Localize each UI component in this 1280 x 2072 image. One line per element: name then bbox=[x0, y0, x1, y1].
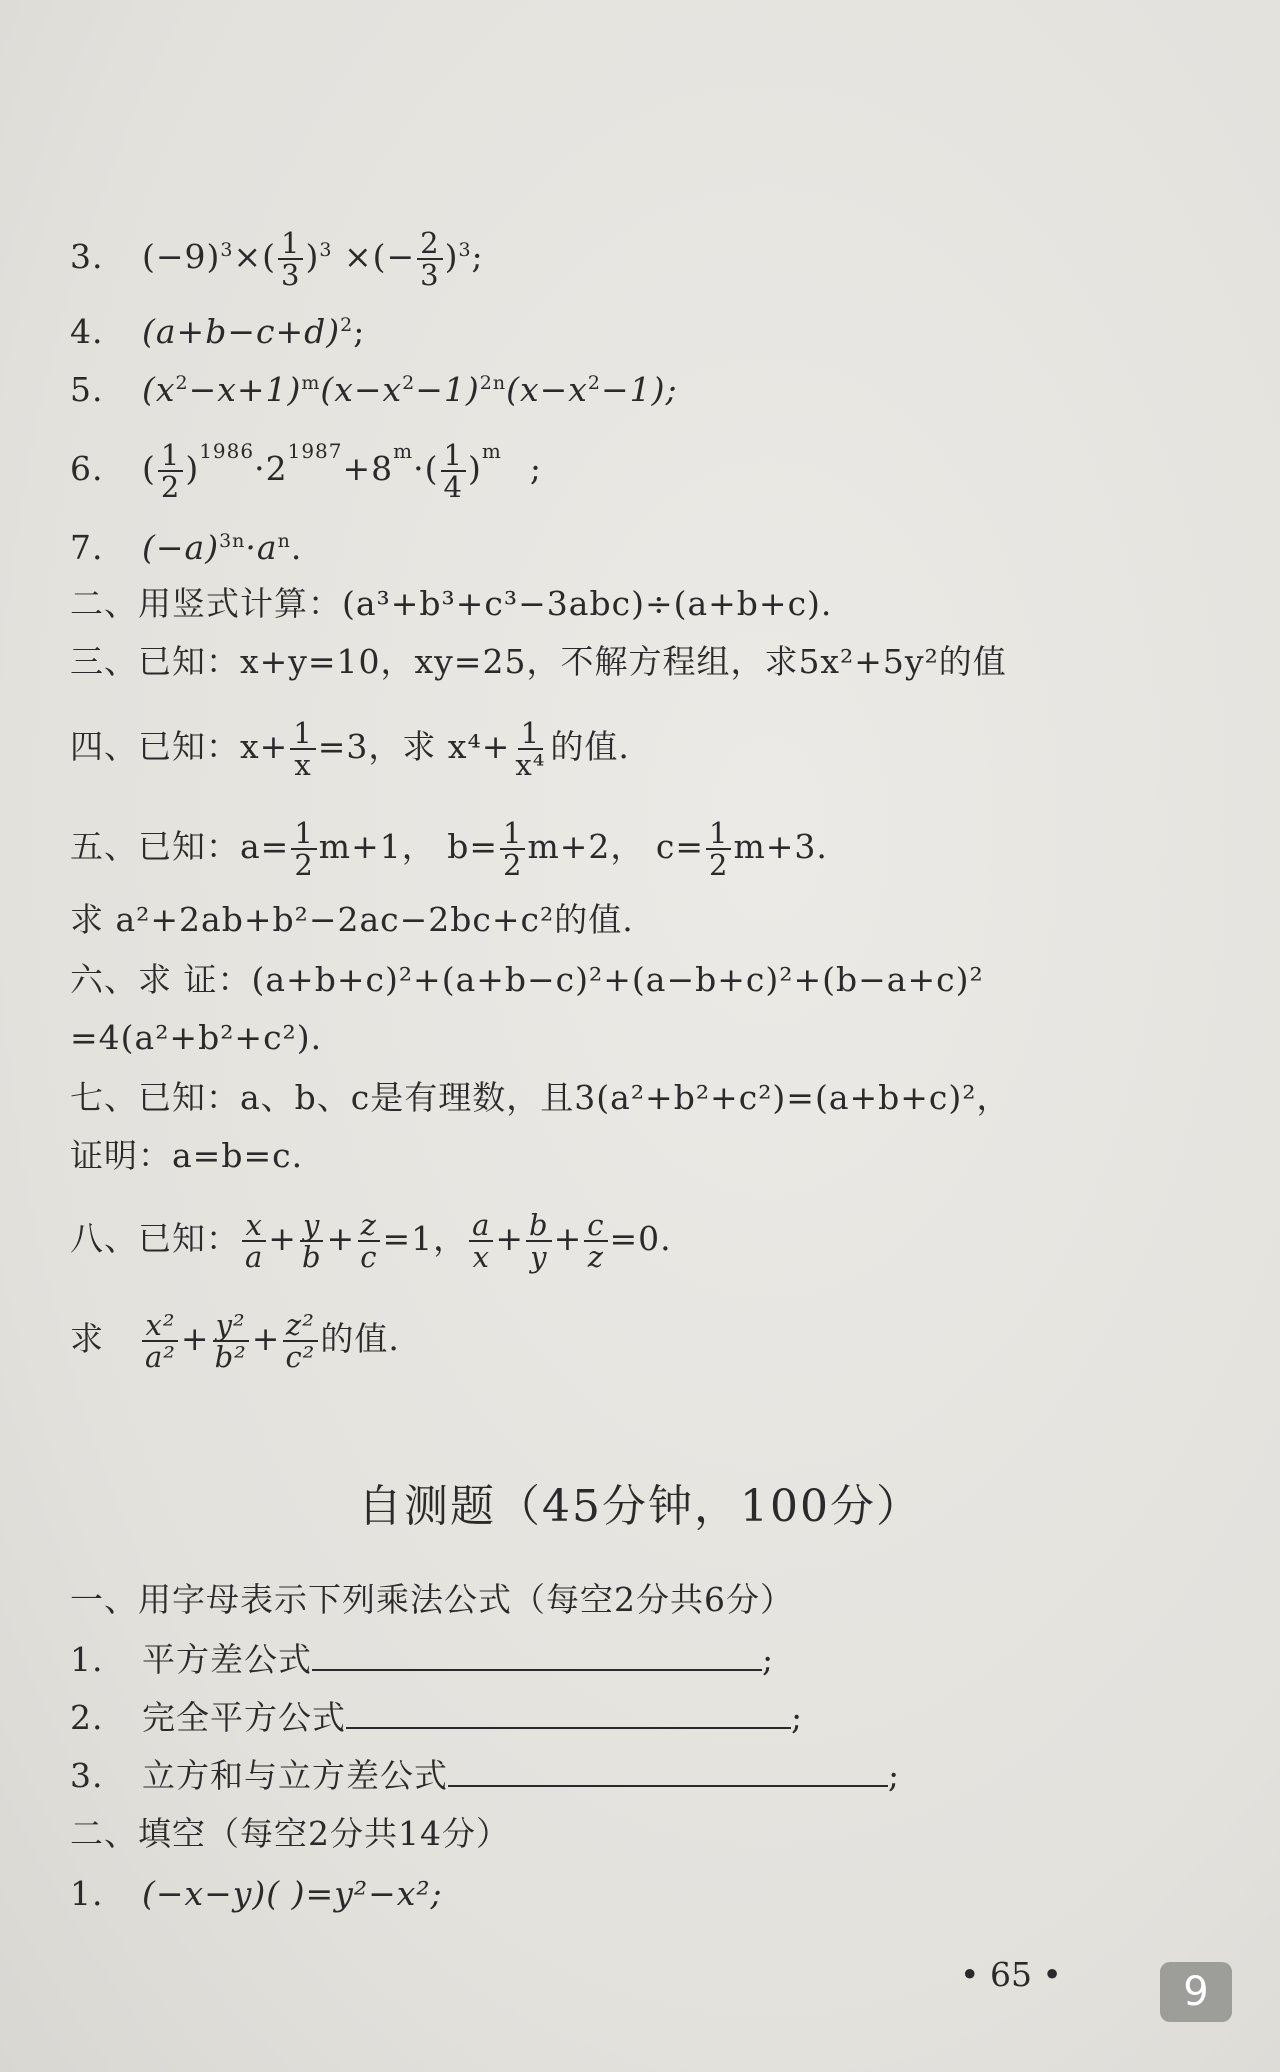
section-text: =4(a²+b²+c²). bbox=[70, 1018, 323, 1057]
fraction bbox=[469, 1210, 493, 1272]
numerator: 1 bbox=[500, 818, 525, 850]
denominator: y bbox=[530, 1240, 548, 1274]
section-8-line-2 bbox=[70, 1310, 400, 1372]
denominator: x bbox=[294, 748, 312, 782]
fraction bbox=[512, 718, 548, 780]
section-text: 求 bbox=[70, 1319, 104, 1358]
expr-part: ) bbox=[185, 449, 200, 488]
expr-part: . bbox=[290, 528, 303, 567]
item-number: 6. bbox=[70, 449, 104, 488]
numerator: x² bbox=[142, 1310, 178, 1342]
item-number: 3. bbox=[70, 1756, 104, 1795]
exponent: 3n bbox=[219, 530, 246, 552]
exponent: m bbox=[301, 372, 321, 394]
section-label: 七、 bbox=[70, 1078, 138, 1117]
section-text: 求 证：(a+b+c)²+(a+b−c)²+(a−b+c)²+(b−a+c)² bbox=[138, 960, 984, 999]
answer-blank[interactable] bbox=[346, 1701, 791, 1729]
fraction bbox=[242, 1210, 266, 1272]
expr-part: ·a bbox=[245, 528, 278, 567]
section-text: 已知：a= bbox=[138, 827, 290, 866]
expr-part: +8 bbox=[342, 449, 394, 488]
exponent: 1986 bbox=[199, 439, 255, 463]
numerator: c bbox=[584, 1210, 607, 1242]
fraction bbox=[441, 440, 466, 502]
expr-part: (a+b−c+d) bbox=[142, 312, 341, 351]
section-text: 二、填空（每空2分共14分） bbox=[70, 1814, 510, 1853]
answer-blank[interactable] bbox=[312, 1643, 762, 1671]
plus-sign: + bbox=[268, 1219, 297, 1258]
section-text: 已知：x+y=10，xy=25，不解方程组，求5x²+5y²的值 bbox=[138, 642, 1007, 681]
expr-part: ; bbox=[762, 1640, 775, 1679]
expr-part: (−x−y)( )=y²−x²; bbox=[142, 1874, 443, 1913]
section-text: 求 a²+2ab+b²−2ac−2bc+c²的值. bbox=[70, 900, 634, 939]
section-text: =0. bbox=[609, 1219, 672, 1258]
self-test-part-1 bbox=[70, 1580, 794, 1620]
fraction bbox=[500, 818, 525, 880]
section-7-line-2 bbox=[70, 1136, 303, 1176]
expr-part: ; bbox=[888, 1756, 901, 1795]
expr-part: ; bbox=[529, 449, 542, 488]
numerator: 1 bbox=[291, 818, 316, 850]
expr-part: (x bbox=[142, 370, 176, 409]
item-label: 立方和与立方差公式 bbox=[142, 1756, 448, 1795]
expr-part: ×(− bbox=[332, 237, 416, 276]
exponent: m bbox=[393, 439, 414, 463]
denominator: a bbox=[245, 1240, 264, 1274]
section-text: m+2， c= bbox=[527, 827, 704, 866]
item-3 bbox=[70, 228, 484, 290]
expr-part: ) bbox=[305, 237, 320, 276]
denominator: 4 bbox=[443, 470, 463, 504]
exponent: 2 bbox=[402, 372, 416, 394]
item-number: 1. bbox=[70, 1640, 104, 1679]
exponent: 3 bbox=[220, 239, 234, 261]
numerator: x bbox=[242, 1210, 265, 1242]
section-8 bbox=[70, 1210, 672, 1272]
expr-part: ·2 bbox=[254, 449, 288, 488]
section-label: 六、 bbox=[70, 960, 138, 999]
expr-part: ) bbox=[467, 449, 482, 488]
section-label: 八、 bbox=[70, 1219, 138, 1258]
numerator: 1 bbox=[441, 440, 466, 472]
expr-part: −1) bbox=[415, 370, 480, 409]
item-number: 7. bbox=[70, 528, 104, 567]
fill-item-2-1 bbox=[70, 1874, 443, 1914]
denominator: 3 bbox=[281, 258, 301, 292]
item-number: 4. bbox=[70, 312, 104, 351]
denominator: a² bbox=[145, 1340, 176, 1374]
fraction bbox=[290, 718, 315, 780]
exponent: 3 bbox=[458, 239, 472, 261]
section-text: m+3. bbox=[733, 827, 828, 866]
numerator: 1 bbox=[158, 440, 183, 472]
expr-part: ; bbox=[791, 1698, 804, 1737]
fraction bbox=[212, 1310, 250, 1372]
item-4 bbox=[70, 312, 365, 352]
numerator: a bbox=[469, 1210, 493, 1242]
expr-part: −1); bbox=[600, 370, 678, 409]
item-number: 5. bbox=[70, 370, 104, 409]
section-text: =1， bbox=[382, 1219, 468, 1258]
expr-part: (x−x bbox=[320, 370, 403, 409]
section-text: 一、用字母表示下列乘法公式（每空2分共6分） bbox=[70, 1580, 794, 1619]
section-text: m+1， b= bbox=[318, 827, 498, 866]
fraction bbox=[299, 1210, 325, 1272]
expr-part: (x−x bbox=[506, 370, 588, 409]
answer-blank[interactable] bbox=[448, 1759, 888, 1787]
numerator: 1 bbox=[278, 228, 303, 260]
numerator: 1 bbox=[290, 718, 315, 750]
fraction bbox=[417, 228, 442, 290]
denominator: 2 bbox=[709, 848, 729, 882]
fraction bbox=[526, 1210, 552, 1272]
denominator: c bbox=[360, 1240, 378, 1274]
numerator: y bbox=[300, 1210, 323, 1242]
plus-sign: + bbox=[180, 1319, 210, 1358]
page-number: • 65 • bbox=[960, 1955, 1062, 1994]
denominator: z bbox=[587, 1240, 605, 1274]
fraction bbox=[142, 1310, 179, 1372]
denominator: c² bbox=[285, 1340, 316, 1374]
numerator: 2 bbox=[417, 228, 442, 260]
plus-sign: + bbox=[326, 1219, 356, 1258]
item-label: 完全平方公式 bbox=[142, 1698, 346, 1737]
fraction bbox=[706, 818, 731, 880]
section-text: 已知： bbox=[138, 1219, 240, 1258]
denominator: x bbox=[472, 1240, 490, 1274]
numerator: 1 bbox=[518, 718, 543, 750]
denominator: 2 bbox=[160, 470, 181, 504]
plus-sign: + bbox=[495, 1219, 525, 1258]
fraction bbox=[584, 1210, 607, 1272]
expr-part: (−a) bbox=[142, 528, 220, 567]
numerator: 1 bbox=[706, 818, 731, 850]
section-5 bbox=[70, 818, 828, 880]
section-6 bbox=[70, 960, 984, 1000]
section-text: 的值. bbox=[320, 1319, 400, 1358]
numerator: z² bbox=[283, 1310, 318, 1342]
item-number: 3. bbox=[70, 237, 104, 276]
section-text: 已知：a、b、c是有理数，且3(a²+b²+c²)=(a+b+c)²， bbox=[138, 1078, 1011, 1117]
expr-part: ·( bbox=[413, 449, 439, 488]
exponent: m bbox=[481, 439, 502, 463]
section-2 bbox=[70, 584, 832, 624]
fraction bbox=[278, 228, 303, 290]
fraction bbox=[282, 1310, 318, 1372]
item-label: 平方差公式 bbox=[142, 1640, 312, 1679]
numerator: b bbox=[526, 1210, 552, 1242]
exponent: 2 bbox=[587, 372, 601, 394]
expr-part: ( bbox=[142, 449, 156, 488]
fraction bbox=[158, 440, 183, 502]
denominator: b² bbox=[214, 1340, 247, 1374]
plus-sign: + bbox=[251, 1319, 281, 1358]
section-text: 的值. bbox=[550, 727, 630, 766]
plus-sign: + bbox=[553, 1219, 583, 1258]
exponent: 2 bbox=[340, 314, 354, 336]
fill-item-1 bbox=[70, 1640, 774, 1680]
item-7 bbox=[70, 528, 302, 568]
self-test-title: 自测题（45分钟，100分） bbox=[358, 1481, 922, 1532]
denominator: 2 bbox=[294, 848, 314, 882]
denominator: x⁴ bbox=[515, 748, 546, 782]
fraction bbox=[291, 818, 316, 880]
exponent: 2 bbox=[175, 372, 189, 394]
section-6-line-2 bbox=[70, 1018, 322, 1058]
page-badge[interactable]: 9 bbox=[1160, 1962, 1232, 2022]
numerator: y² bbox=[213, 1310, 249, 1342]
exponent: 3 bbox=[319, 239, 333, 261]
item-5 bbox=[70, 370, 678, 410]
section-label: 二、 bbox=[70, 584, 138, 623]
section-3 bbox=[70, 642, 1007, 682]
fill-item-3 bbox=[70, 1756, 900, 1796]
section-label: 三、 bbox=[70, 642, 138, 681]
expr-part: −x+1) bbox=[188, 370, 302, 409]
expr-part: ; bbox=[471, 237, 484, 276]
section-label: 四、 bbox=[70, 727, 138, 766]
expr-part: ) bbox=[444, 237, 459, 276]
exponent: n bbox=[277, 530, 291, 552]
exponent: 1987 bbox=[287, 439, 343, 463]
section-5-line-2 bbox=[70, 900, 634, 940]
denominator: 2 bbox=[502, 848, 523, 882]
fraction bbox=[357, 1210, 380, 1272]
section-4 bbox=[70, 718, 630, 780]
self-test-part-2 bbox=[70, 1814, 510, 1854]
item-number: 1. bbox=[70, 1874, 104, 1913]
section-text: 用竖式计算：(a³+b³+c³−3abc)÷(a+b+c). bbox=[138, 584, 833, 623]
denominator: 3 bbox=[420, 258, 440, 292]
expr-part: ; bbox=[353, 312, 366, 351]
section-text: =3，求 x⁴+ bbox=[317, 727, 511, 766]
expr-part: (−9) bbox=[142, 237, 221, 276]
section-text: 已知：x+ bbox=[138, 727, 289, 766]
denominator: b bbox=[301, 1240, 322, 1274]
item-6 bbox=[70, 440, 542, 502]
exponent: 2n bbox=[479, 372, 507, 394]
expr-part: ×( bbox=[233, 237, 277, 276]
section-label: 五、 bbox=[70, 827, 138, 866]
section-text: 证明：a=b=c. bbox=[70, 1136, 304, 1175]
item-number: 2. bbox=[70, 1698, 104, 1737]
numerator: z bbox=[358, 1210, 380, 1242]
fill-item-2 bbox=[70, 1698, 803, 1738]
section-7 bbox=[70, 1078, 1011, 1118]
